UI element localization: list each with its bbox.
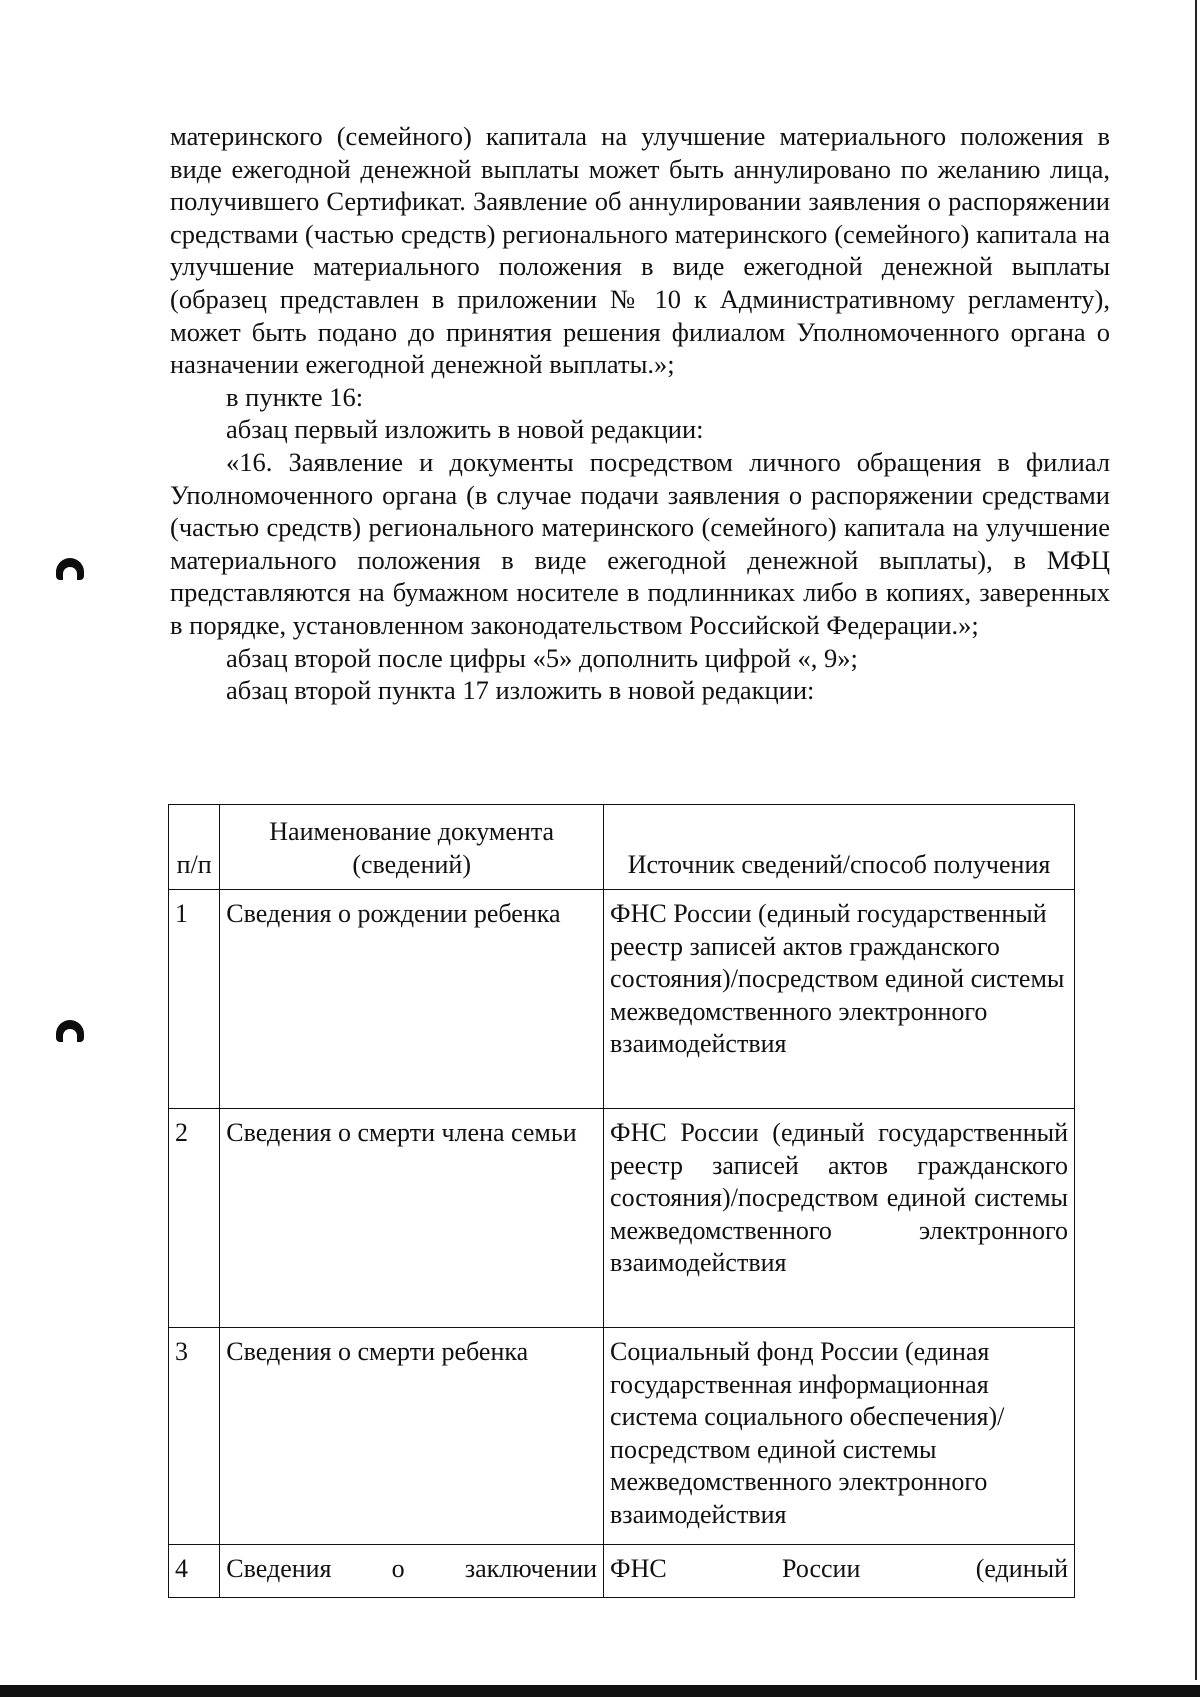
table-row bbox=[169, 1545, 1075, 1598]
paragraph-point-17: абзац второй пункта 17 изложить в новой редакции: bbox=[226, 675, 815, 706]
row-document-name: Сведения о смерти члена семьи bbox=[220, 1109, 604, 1328]
row-number: 4 bbox=[169, 1545, 220, 1598]
row-document-name: Сведения о рождении ребенка bbox=[220, 890, 604, 1109]
header-source: Источник сведений/способ получения bbox=[604, 805, 1075, 890]
scan-edge-right bbox=[1195, 0, 1197, 1680]
row-number: 3 bbox=[169, 1328, 220, 1545]
row-source: ФНС России (единый государственный реестр записей актов гражданского состояния)/посредством единой системы межведомственного электронного взаимодействия bbox=[604, 890, 1075, 1109]
row-number: 2 bbox=[169, 1109, 220, 1328]
row-document-name: Сведения о смерти ребенка bbox=[220, 1328, 604, 1545]
paragraph-16-text: «16. Заявление и документы посредством личного обращения в филиал Уполномоченного органа (в случае подачи заявления о распоряжении средствами (частью средств) регионального материнского (семейного) капитала на улучшение материального положения в виде ежегодной денежной выплаты), в МФЦ представляются на бумажном носителе в подлинниках либо в копиях, заверенных в порядке, установленном законодательством Российской Федерации.»; bbox=[170, 446, 1110, 640]
documents-table bbox=[168, 804, 1075, 1598]
table-row bbox=[169, 890, 1075, 1109]
row-source: Социальный фонд России (единая государственная информационная система социального обеспечения)/посредством единой системы межведомственного электронного взаимодействия bbox=[604, 1328, 1075, 1545]
table-header-row bbox=[169, 805, 1075, 890]
row-source: ФНС России (единый государственный реестр записей актов гражданского состояния)/посредством единой системы межведомственного электронного взаимодействия bbox=[604, 1109, 1075, 1328]
paragraph-point-16: в пункте 16: bbox=[226, 381, 364, 412]
punch-hole-mark bbox=[56, 558, 84, 580]
table-row bbox=[169, 1109, 1075, 1328]
table-row bbox=[169, 1328, 1075, 1545]
header-document-name: Наименование документа (сведений) bbox=[220, 805, 604, 890]
punch-hole-mark bbox=[56, 1020, 84, 1042]
paragraph-continuation: материнского (семейного) капитала на улучшение материального положения в виде ежегодной денежной выплаты может быть аннулировано по желанию лица, получившего Сертификат. Заявление об аннулировании заявления о распоряжении средствами (частью средств) регионального материнского (семейного) капитала на улучшение материального положения в виде ежегодной денежной выплаты (образец представлен в приложении № 10 к Административному регламенту), может быть подано до принятия решения филиалом Уполномоченного органа о назначении ежегодной денежной выплаты.»; bbox=[170, 121, 1110, 380]
row-source: ФНС России (единый bbox=[604, 1545, 1075, 1598]
header-number: п/п bbox=[169, 805, 220, 890]
row-number: 1 bbox=[169, 890, 220, 1109]
paragraph-second-abzac: абзац второй после цифры «5» дополнить цифрой «, 9»; bbox=[226, 642, 858, 673]
row-document-name: Сведения о заключении bbox=[220, 1545, 604, 1598]
scan-edge-bottom bbox=[0, 1685, 1200, 1697]
body-text bbox=[170, 120, 1110, 707]
paragraph-first-abzac: абзац первый изложить в новой редакции: bbox=[226, 414, 704, 445]
